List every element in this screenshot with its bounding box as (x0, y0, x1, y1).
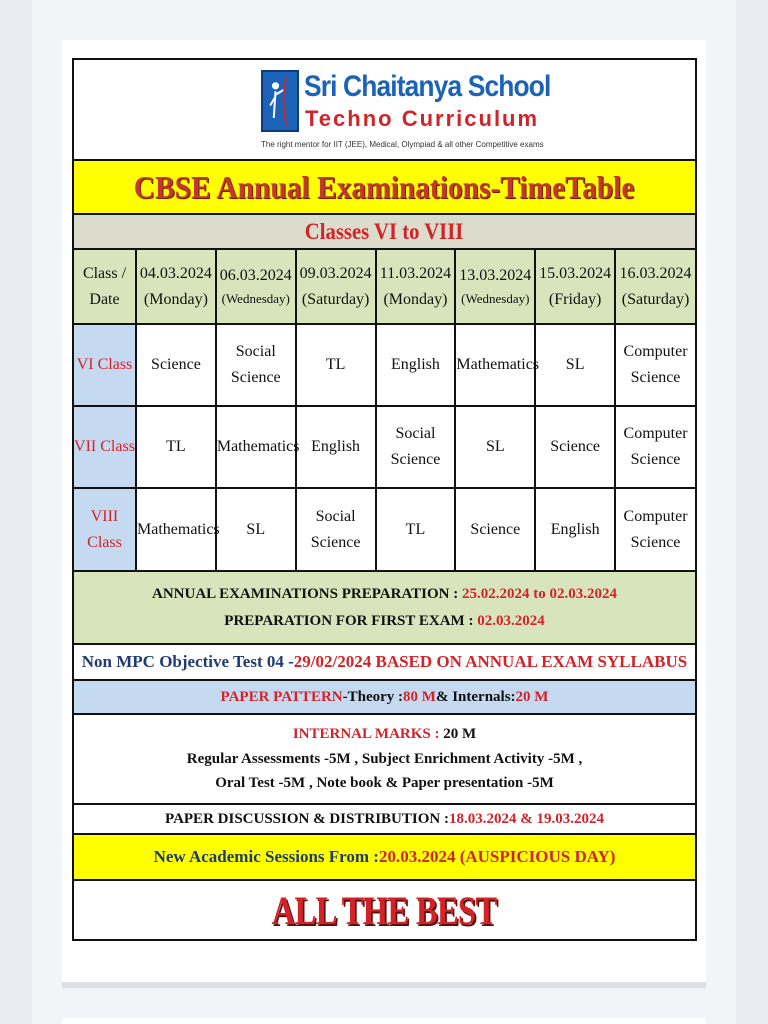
class-label: VIII Class (74, 488, 136, 570)
mpc-test-band: Non MPC Objective Test 04 - 29/02/2024 BASED ON ANNUAL EXAM SYLLABUS (74, 645, 695, 681)
table-row (74, 324, 695, 406)
subject-cell: Science (535, 406, 615, 488)
subject-cell: Mathematics (136, 488, 216, 570)
paper-pattern-band: PAPER PATTERN -Theory : 80 M & Internals: 20 M (74, 681, 695, 715)
annual-preparation: ANNUAL EXAMINATIONS PREPARATION : 25.02.2024 to 02.03.2024 (151, 586, 617, 603)
preparation-band (74, 572, 695, 645)
table-row (74, 406, 695, 488)
subject-cell: Computer Science (615, 488, 695, 570)
internal-marks-line: Regular Assessments -5M , Subject Enrichment Activity -5M , (186, 750, 583, 767)
timetable-band (74, 250, 695, 572)
date-header: 16.03.2024 (Saturday) (615, 250, 695, 324)
exam-timetable (74, 250, 695, 570)
internal-marks-heading: INTERNAL MARKS : 20 M (292, 725, 477, 742)
class-label: VI Class (74, 324, 136, 406)
logo-header (74, 60, 695, 161)
subject-cell: Science (455, 488, 535, 570)
title-banner (74, 161, 695, 215)
subject-cell: Computer Science (615, 324, 695, 406)
subject-cell: SL (455, 406, 535, 488)
date-header: 06.03.2024 (Wednesday) (216, 250, 296, 324)
date-header: 15.03.2024 (Friday) (535, 250, 615, 324)
internal-marks-band (74, 715, 695, 805)
curriculum-name: Techno Curriculum (305, 106, 540, 131)
subject-cell: TL (376, 488, 456, 570)
table-header-row (74, 250, 695, 324)
subject-cell: Science (136, 324, 216, 406)
paper-discussion-band: PAPER DISCUSSION & DISTRIBUTION : 18.03.2024 & 19.03.2024 (74, 805, 695, 835)
subject-cell: Social Science (376, 406, 456, 488)
class-label: VII Class (74, 406, 136, 488)
page-title: CBSE Annual Examinations-TimeTable (134, 168, 635, 205)
date-header: 09.03.2024 (Saturday) (296, 250, 376, 324)
classes-subtitle: Classes VI to VIII (305, 218, 464, 244)
subject-cell: Social Science (216, 324, 296, 406)
subject-cell: Computer Science (615, 406, 695, 488)
table-row (74, 488, 695, 570)
academic-session-band: New Academic Sessions From : 20.03.2024 (AUSPICIOUS DAY) (74, 835, 695, 881)
date-header: 13.03.2024 (Wednesday) (455, 250, 535, 324)
all-the-best-text: ALL THE BEST (272, 887, 497, 933)
subject-cell: Social Science (296, 488, 376, 570)
date-header: 04.03.2024 (Monday) (136, 250, 216, 324)
subject-cell: English (535, 488, 615, 570)
subject-cell: English (376, 324, 456, 406)
corner-header: Class / Date (74, 250, 136, 324)
next-card (62, 1018, 706, 1024)
subject-cell: Mathematics (216, 406, 296, 488)
school-emblem-icon (261, 70, 299, 132)
subject-cell: SL (216, 488, 296, 570)
card-shadow (62, 982, 706, 988)
first-exam-preparation: PREPARATION FOR FIRST EXAM : 02.03.2024 (224, 612, 545, 629)
subject-cell: TL (296, 324, 376, 406)
subject-cell: English (296, 406, 376, 488)
internal-marks-line: Oral Test -5M , Note book & Paper presentation -5M (215, 775, 554, 792)
school-name: Sri Chaitanya School (304, 70, 551, 103)
closing-band (74, 881, 695, 939)
subject-cell: SL (535, 324, 615, 406)
subtitle-banner (74, 215, 695, 250)
school-tagline: The right mentor for IIT (JEE), Medical, Olympiad & all other Competitive exams (261, 140, 544, 149)
subject-cell: Mathematics (455, 324, 535, 406)
timetable-sheet (72, 58, 697, 941)
emblem-graphic (263, 72, 297, 130)
subject-cell: TL (136, 406, 216, 488)
date-header: 11.03.2024 (Monday) (376, 250, 456, 324)
